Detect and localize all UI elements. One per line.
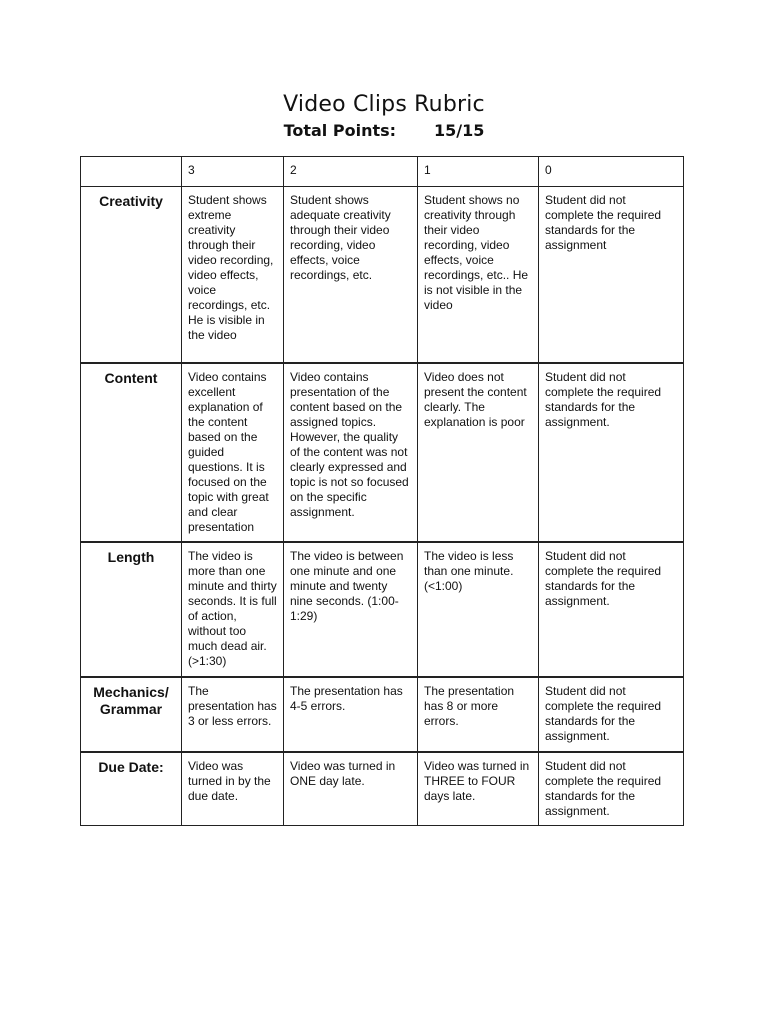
table-cell: Student did not complete the required standards for the assignment.	[539, 677, 684, 752]
table-cell: Video does not present the content clearly. The explanation is poor	[418, 363, 539, 542]
table-cell: The presentation has 8 or more errors.	[418, 677, 539, 752]
total-points-label: Total Points:	[283, 121, 397, 140]
table-cell: The video is between one minute and one minute and twenty nine seconds. (1:00-1:29)	[284, 542, 418, 677]
score-header-1: 1	[418, 157, 539, 187]
table-cell: The video is more than one minute and thirty seconds. It is full of action, without too much dead air. (>1:30)	[182, 542, 284, 677]
table-cell: Student did not complete the required standards for the assignment	[539, 187, 684, 364]
table-cell: Student shows adequate creativity through their video recording, video effects, voice recordings, etc.	[284, 187, 418, 364]
criterion-creativity: Creativity	[81, 187, 182, 364]
table-cell: Video was turned in ONE day late.	[284, 752, 418, 826]
table-cell: The presentation has 3 or less errors.	[182, 677, 284, 752]
total-points	[0, 121, 768, 140]
table-cell: Video contains excellent explanation of the content based on the guided questions. It is focused on the topic with great and clear presentation	[182, 363, 284, 542]
table-row	[81, 677, 684, 752]
score-header-2: 2	[284, 157, 418, 187]
score-header-3: 3	[182, 157, 284, 187]
table-cell: Video contains presentation of the content based on the assigned topics. However, the quality of the content was not clearly expressed and topic is not so focused on the specific assignment.	[284, 363, 418, 542]
table-cell: Video was turned in by the due date.	[182, 752, 284, 826]
table-cell: Student shows extreme creativity through their video recording, video effects, voice recordings, etc. He is visible in the video	[182, 187, 284, 364]
table-header-row	[81, 157, 684, 187]
table-cell: The presentation has 4-5 errors.	[284, 677, 418, 752]
criterion-due-date: Due Date:	[81, 752, 182, 826]
table-row	[81, 363, 684, 542]
criterion-mechanics-grammar: Mechanics/ Grammar	[81, 677, 182, 752]
table-cell: Student did not complete the required standards for the assignment.	[539, 363, 684, 542]
criterion-content: Content	[81, 363, 182, 542]
table-cell: Student did not complete the required standards for the assignment.	[539, 752, 684, 826]
total-points-value: 15/15	[434, 121, 485, 140]
document-title: Video Clips Rubric	[283, 92, 485, 117]
header-corner-cell	[81, 157, 182, 187]
table-cell: Video was turned in THREE to FOUR days late.	[418, 752, 539, 826]
rubric-table	[80, 156, 684, 826]
table-row	[81, 542, 684, 677]
table-row	[81, 187, 684, 364]
score-header-0: 0	[539, 157, 684, 187]
criterion-length: Length	[81, 542, 182, 677]
table-cell: Student did not complete the required standards for the assignment.	[539, 542, 684, 677]
table-row	[81, 752, 684, 826]
table-cell: Student shows no creativity through their video recording, video effects, voice recordings, etc.. He is not visible in the video	[418, 187, 539, 364]
table-cell: The video is less than one minute. (<1:00)	[418, 542, 539, 677]
